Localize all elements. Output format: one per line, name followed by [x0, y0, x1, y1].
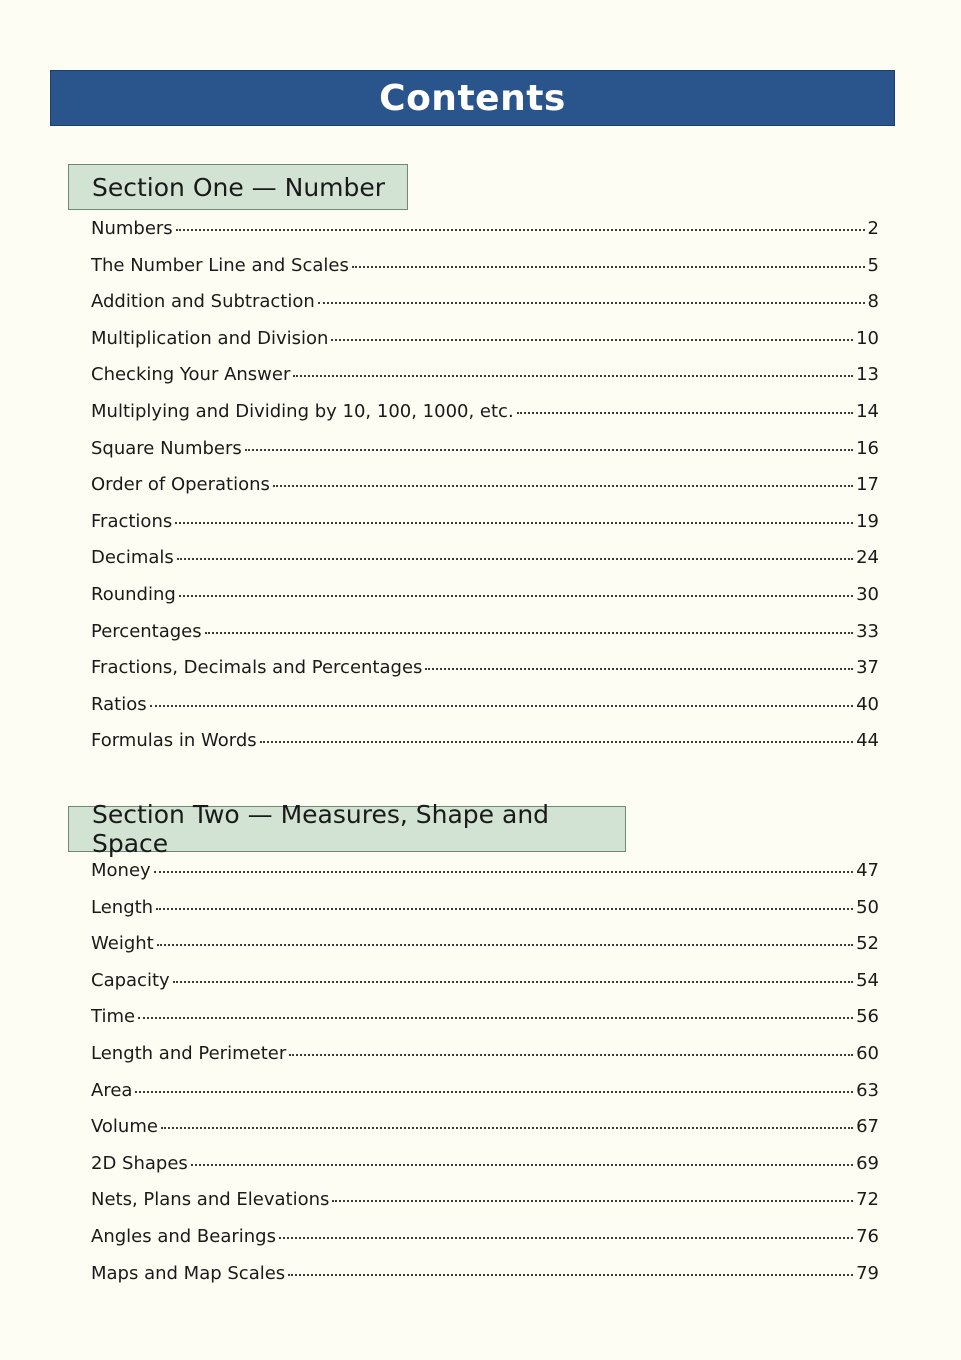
dot-leader	[177, 558, 853, 560]
toc-entry[interactable]	[91, 1226, 879, 1263]
toc-entry[interactable]	[91, 255, 879, 292]
toc-entry-title: Rounding	[91, 583, 176, 605]
toc-entry-page-number: 16	[856, 437, 879, 459]
toc-entry-page-number: 33	[856, 620, 879, 642]
toc-entry-page-number: 52	[856, 933, 879, 955]
toc-entry-page-number: 56	[856, 1006, 879, 1028]
toc-entry[interactable]	[91, 860, 879, 897]
toc-entry-page-number: 5	[867, 254, 879, 276]
toc-entry-page-number: 37	[856, 657, 879, 679]
dot-leader	[150, 705, 854, 707]
toc-entry-page-number: 19	[856, 510, 879, 532]
toc-entry[interactable]	[91, 328, 879, 365]
toc-entry-title: Order of Operations	[91, 474, 270, 496]
section-two-title: Section Two — Measures, Shape and Space	[92, 800, 550, 858]
contents-banner	[50, 70, 895, 126]
toc-entry[interactable]	[91, 438, 879, 475]
toc-entry[interactable]	[91, 1189, 879, 1226]
toc-entry[interactable]	[91, 547, 879, 584]
dot-leader	[293, 375, 853, 377]
toc-entry[interactable]	[91, 364, 879, 401]
toc-entry[interactable]	[91, 657, 879, 694]
dot-leader	[157, 944, 853, 946]
section-one-toc	[91, 218, 879, 767]
toc-entry-page-number: 14	[856, 400, 879, 422]
toc-entry-title: Volume	[91, 1116, 158, 1138]
dot-leader	[205, 632, 853, 634]
toc-entry-title: Percentages	[91, 620, 202, 642]
page-title: Contents	[379, 77, 566, 119]
toc-entry-page-number: 60	[856, 1042, 879, 1064]
toc-entry-page-number: 24	[856, 547, 879, 569]
toc-entry-page-number: 8	[867, 291, 879, 313]
toc-entry-page-number: 67	[856, 1116, 879, 1138]
toc-entry-title: Ratios	[91, 693, 147, 715]
section-one-title: Section One — Number	[92, 172, 386, 202]
toc-entry-title: Square Numbers	[91, 437, 242, 459]
dot-leader	[352, 266, 865, 268]
dot-leader	[173, 981, 853, 983]
toc-entry-title: Maps and Map Scales	[91, 1262, 286, 1284]
dot-leader	[179, 595, 853, 597]
toc-entry-page-number: 47	[856, 860, 879, 881]
toc-entry-page-number: 69	[856, 1152, 879, 1174]
toc-entry-page-number: 2	[867, 218, 879, 239]
toc-entry-title: Formulas in Words	[91, 730, 257, 752]
toc-entry-title: Angles and Bearings	[91, 1225, 276, 1247]
toc-entry-title: Time	[91, 1006, 136, 1028]
dot-leader	[156, 908, 853, 910]
toc-entry[interactable]	[91, 694, 879, 731]
toc-entry[interactable]	[91, 1043, 879, 1080]
toc-entry-page-number: 17	[856, 474, 879, 496]
toc-entry[interactable]	[91, 933, 879, 970]
dot-leader	[176, 229, 865, 231]
section-one-heading	[68, 164, 408, 210]
toc-entry-page-number: 44	[856, 730, 879, 752]
dot-leader	[331, 339, 853, 341]
dot-leader	[289, 1054, 853, 1056]
toc-entry[interactable]	[91, 1263, 879, 1300]
toc-entry-title: Money	[91, 860, 151, 881]
dot-leader	[288, 1274, 853, 1276]
toc-entry-title: Fractions, Decimals and Percentages	[91, 657, 423, 679]
section-two-toc	[91, 860, 879, 1299]
dot-leader	[138, 1017, 853, 1019]
toc-entry-title: Addition and Subtraction	[91, 291, 315, 313]
section-two-heading	[68, 800, 626, 858]
dot-leader	[425, 668, 853, 670]
toc-entry-title: Nets, Plans and Elevations	[91, 1189, 330, 1211]
dot-leader	[161, 1127, 853, 1129]
dot-leader	[135, 1091, 853, 1093]
toc-entry[interactable]	[91, 474, 879, 511]
dot-leader	[175, 522, 853, 524]
toc-entry-title: Fractions	[91, 510, 173, 532]
toc-entry-page-number: 72	[856, 1189, 879, 1211]
toc-entry-title: Multiplying and Dividing by 10, 100, 1000, etc.	[91, 400, 514, 422]
dot-leader	[260, 741, 853, 743]
toc-entry[interactable]	[91, 970, 879, 1007]
toc-entry-title: Multiplication and Division	[91, 327, 329, 349]
toc-entry-title: 2D Shapes	[91, 1152, 188, 1174]
toc-entry-page-number: 10	[856, 327, 879, 349]
dot-leader	[154, 871, 853, 873]
toc-entry-title: Length and Perimeter	[91, 1042, 287, 1064]
toc-entry-page-number: 13	[856, 364, 879, 386]
toc-entry[interactable]	[91, 218, 879, 255]
toc-entry[interactable]	[91, 584, 879, 621]
toc-entry-page-number: 79	[856, 1262, 879, 1284]
toc-entry-title: Length	[91, 896, 154, 918]
toc-entry-title: Decimals	[91, 547, 174, 569]
toc-entry[interactable]	[91, 401, 879, 438]
toc-entry[interactable]	[91, 897, 879, 934]
toc-entry[interactable]	[91, 1116, 879, 1153]
toc-entry-page-number: 50	[856, 896, 879, 918]
toc-entry-title: Weight	[91, 933, 154, 955]
toc-entry[interactable]	[91, 1153, 879, 1190]
toc-entry-page-number: 30	[856, 583, 879, 605]
toc-entry-page-number: 63	[856, 1079, 879, 1101]
dot-leader	[279, 1237, 853, 1239]
toc-entry[interactable]	[91, 1006, 879, 1043]
toc-entry-title: The Number Line and Scales	[91, 254, 349, 276]
toc-entry-page-number: 54	[856, 969, 879, 991]
toc-entry-page-number: 76	[856, 1225, 879, 1247]
toc-entry-title: Capacity	[91, 969, 170, 991]
toc-entry-title: Checking Your Answer	[91, 364, 291, 386]
toc-entry[interactable]	[91, 291, 879, 328]
dot-leader	[273, 485, 853, 487]
toc-entry[interactable]	[91, 1080, 879, 1117]
dot-leader	[332, 1200, 853, 1202]
toc-entry[interactable]	[91, 621, 879, 658]
toc-entry-title: Area	[91, 1079, 133, 1101]
dot-leader	[245, 449, 853, 451]
dot-leader	[191, 1164, 853, 1166]
dot-leader	[318, 302, 865, 304]
dot-leader	[517, 412, 853, 414]
toc-entry[interactable]	[91, 511, 879, 548]
toc-entry-page-number: 40	[856, 693, 879, 715]
toc-entry[interactable]	[91, 730, 879, 767]
toc-entry-title: Numbers	[91, 218, 173, 239]
